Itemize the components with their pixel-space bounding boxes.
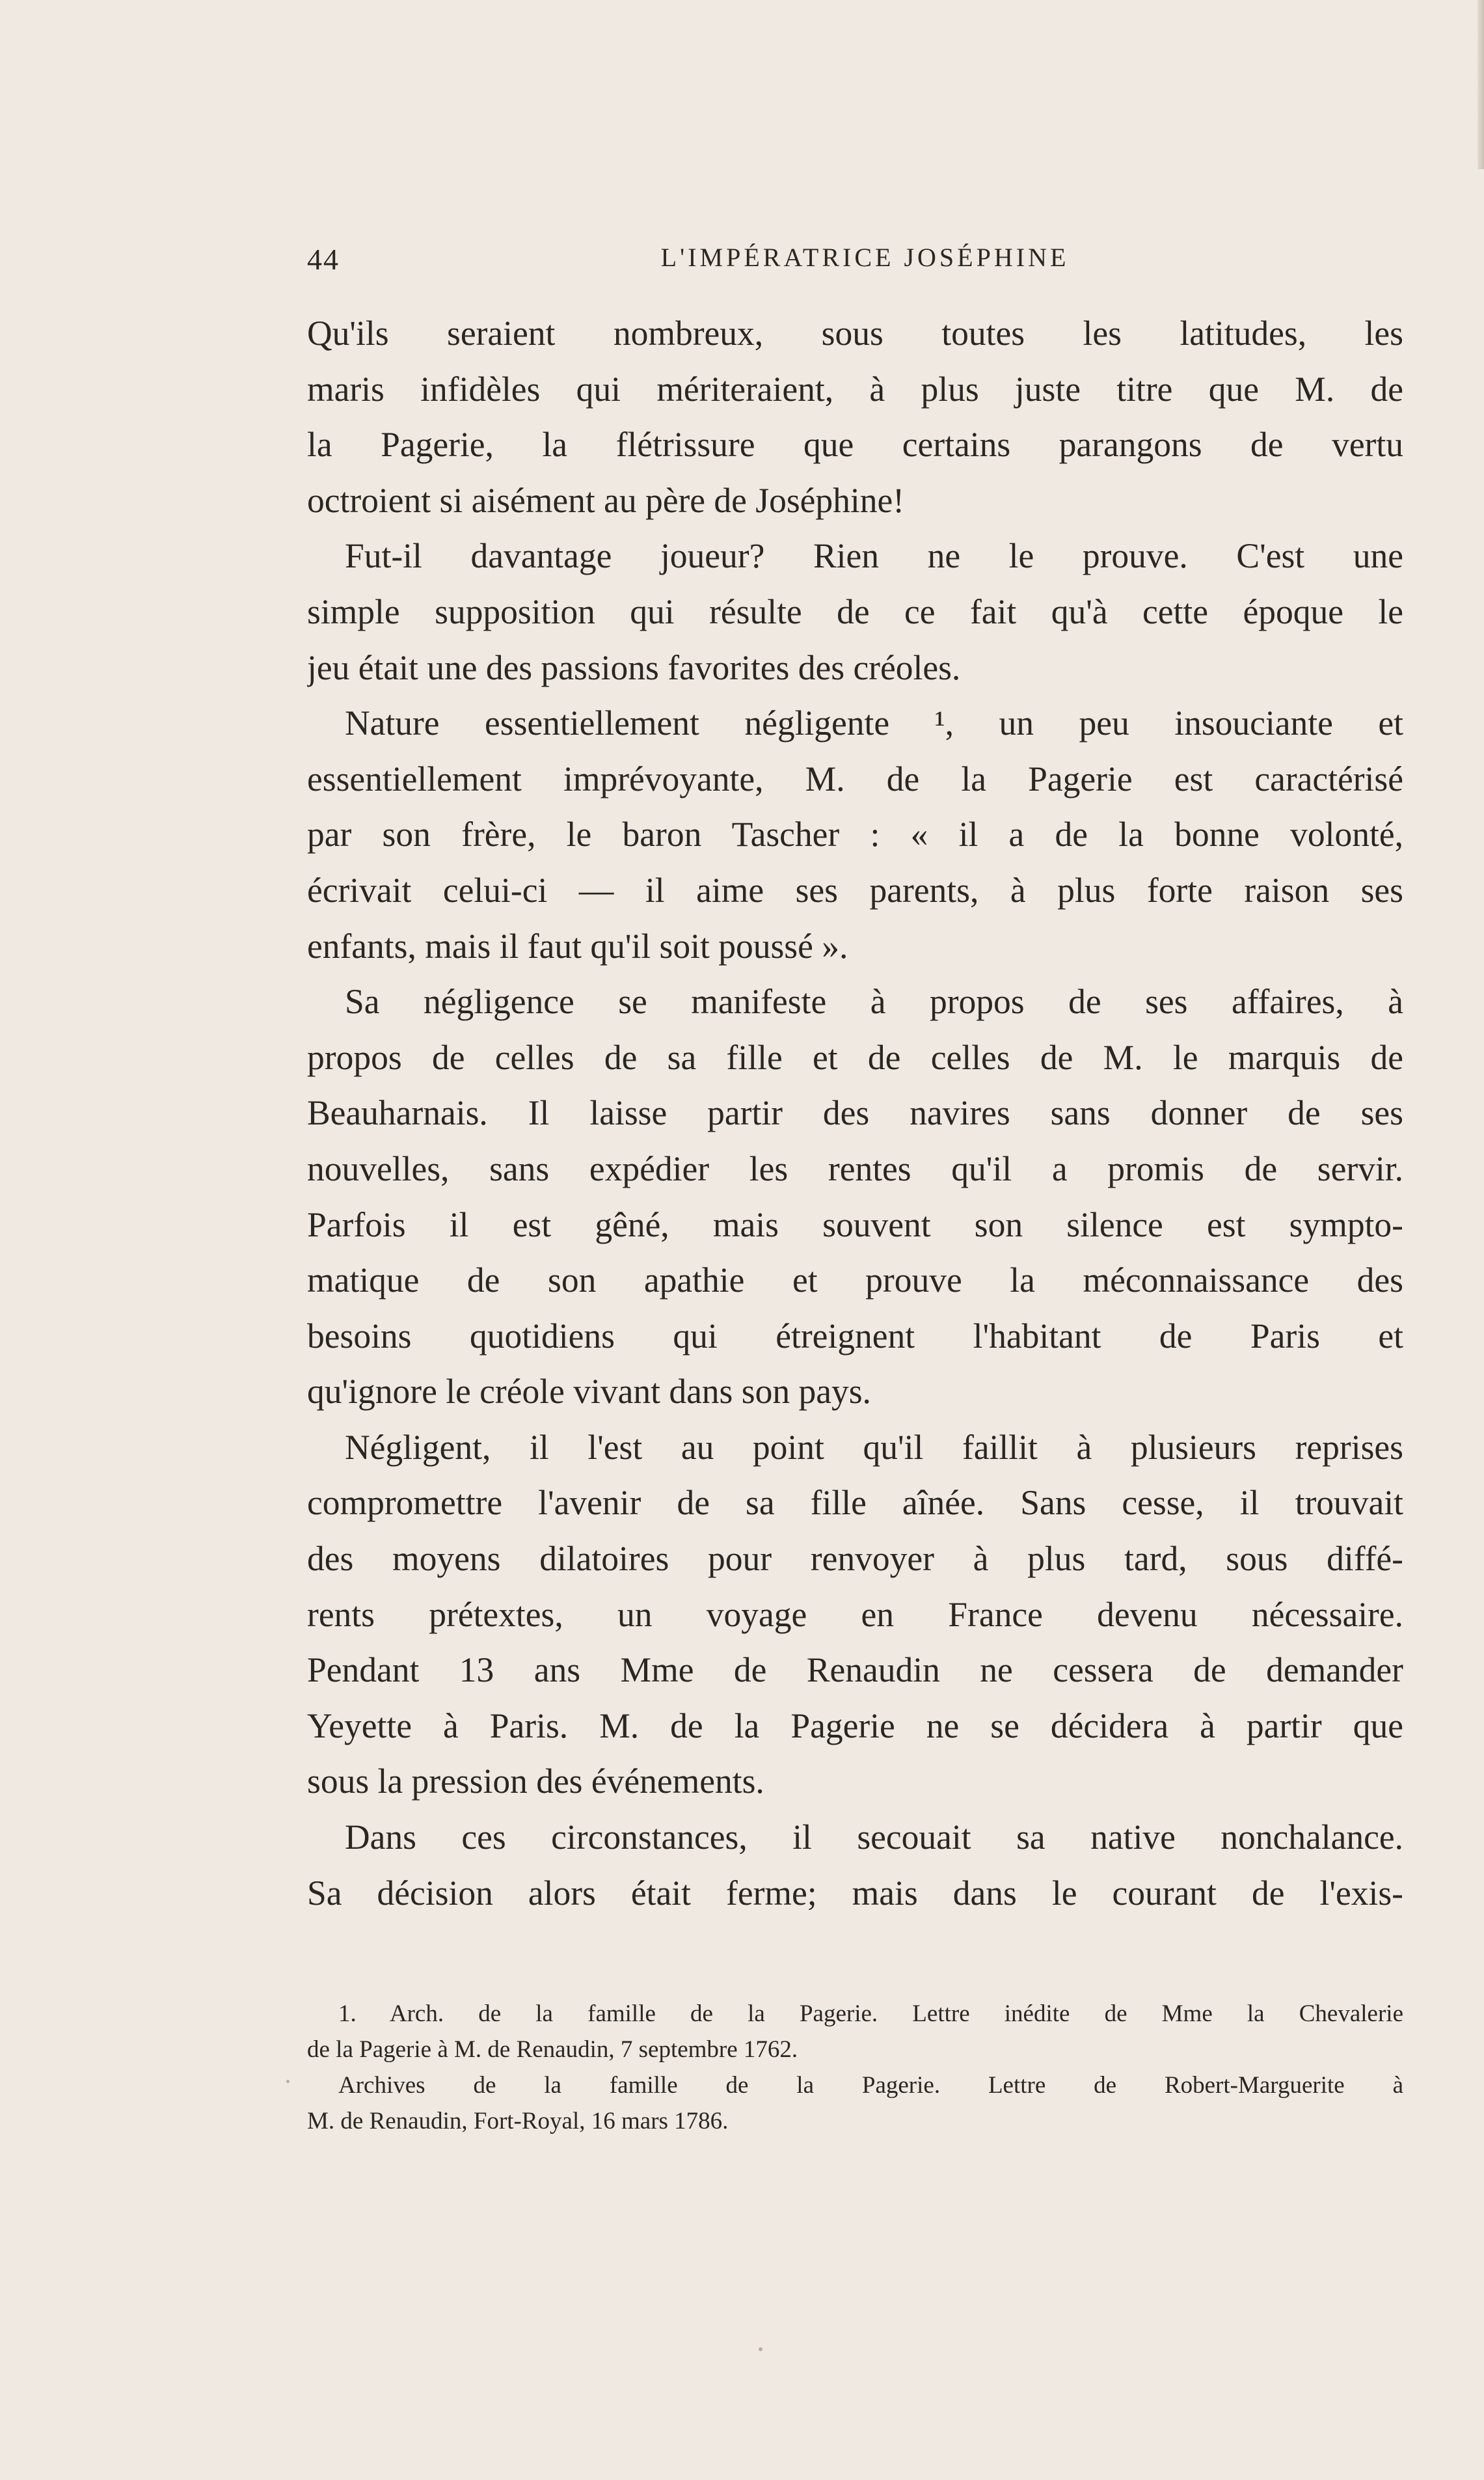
text-line: Pendant 13 ans Mme de Renaudin ne cessera de demander	[307, 1650, 1403, 1690]
body-text	[307, 306, 1403, 1921]
footnote-line: M. de Renaudin, Fort-Royal, 16 mars 1786.	[307, 2108, 729, 2134]
text-line: simple supposition qui résulte de ce fait qu'à cette époque le	[307, 592, 1403, 631]
text-line: besoins quotidiens qui étreignent l'habitant de Paris et	[307, 1316, 1403, 1356]
text-line: des moyens dilatoires pour renvoyer à plus tard, sous diffé-	[307, 1539, 1403, 1579]
text-line: la Pagerie, la flétrissure que certains parangons de vertu	[307, 425, 1403, 465]
page-number: 44	[307, 243, 340, 276]
text-line: écrivait celui-ci — il aime ses parents, à plus forte raison ses	[307, 870, 1403, 910]
text-line: Parfois il est gêné, mais souvent son silence est sympto-	[307, 1205, 1403, 1244]
footnote-line: 1. Arch. de la famille de la Pagerie. Lettre inédite de Mme la Chevalerie	[338, 2000, 1403, 2027]
text-line: octroient si aisément au père de Joséphine!	[307, 480, 905, 520]
paper-speck	[286, 2080, 290, 2083]
text-line: jeu était une des passions favorites des créoles.	[307, 647, 961, 687]
text-line: Négligent, il l'est au point qu'il faillit à plusieurs reprises	[345, 1427, 1403, 1467]
text-line: Nature essentiellement négligente ¹, un peu insouciante et	[345, 703, 1403, 743]
text-line: Dans ces circonstances, il secouait sa native nonchalance.	[345, 1818, 1403, 1857]
text-line: essentiellement imprévoyante, M. de la Pagerie est caractérisé	[307, 759, 1403, 798]
text-line: maris infidèles qui mériteraient, à plus juste titre que M. de	[307, 369, 1403, 409]
text-line: propos de celles de sa fille et de celles de M. le marquis de	[307, 1037, 1403, 1077]
page-edge-shadow	[1477, 0, 1484, 169]
text-line: nouvelles, sans expédier les rentes qu'il a promis de servir.	[307, 1149, 1403, 1188]
text-line: Yeyette à Paris. M. de la Pagerie ne se décidera à partir que	[307, 1706, 1403, 1745]
text-line: compromettre l'avenir de sa fille aînée. Sans cesse, il trouvait	[307, 1483, 1403, 1523]
text-line: Sa négligence se manifeste à propos de ses affaires, à	[345, 982, 1403, 1022]
footnote-line: de la Pagerie à M. de Renaudin, 7 septembre 1762.	[307, 2036, 798, 2063]
text-line: matique de son apathie et prouve la méconnaissance des	[307, 1260, 1403, 1300]
text-line: Beauharnais. Il laisse partir des navires sans donner de ses	[307, 1093, 1403, 1133]
text-line: Qu'ils seraient nombreux, sous toutes les latitudes, les	[307, 314, 1403, 353]
paper-speck	[759, 2347, 762, 2351]
text-line: qu'ignore le créole vivant dans son pays.	[307, 1372, 871, 1411]
text-line: Sa décision alors était ferme; mais dans le courant de l'exis-	[307, 1873, 1403, 1913]
text-line: rents prétextes, un voyage en France devenu nécessaire.	[307, 1594, 1403, 1634]
text-line: enfants, mais il faut qu'il soit poussé ».	[307, 926, 848, 966]
text-line: Fut-il davantage joueur? Rien ne le prouve. C'est une	[345, 536, 1403, 576]
text-line: par son frère, le baron Tascher : « il a de la bonne volonté,	[307, 815, 1403, 854]
text-line: sous la pression des événements.	[307, 1762, 764, 1801]
page-header	[307, 242, 1403, 281]
footnote-line: Archives de la famille de la Pagerie. Lettre de Robert-Marguerite à	[338, 2072, 1403, 2099]
running-title: L'IMPÉRATRICE JOSÉPHINE	[660, 243, 1070, 272]
footnotes	[307, 1996, 1403, 2139]
